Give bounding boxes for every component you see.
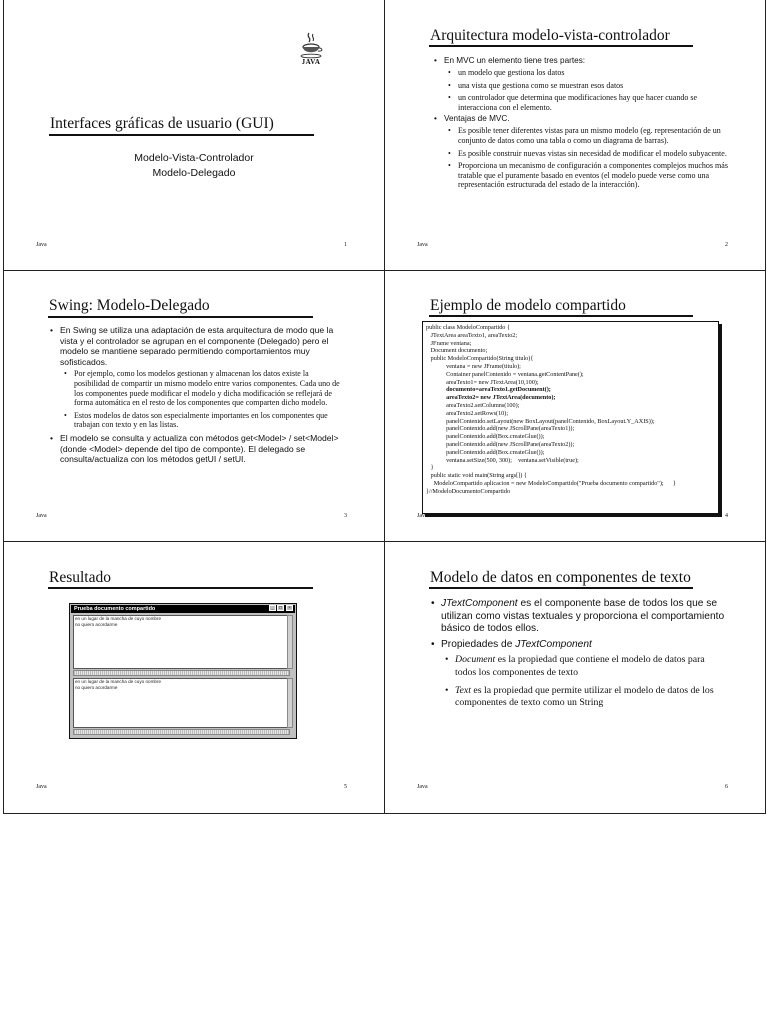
- emphasis: JTextComponent: [441, 598, 518, 609]
- text-line: no quiero acordarme: [75, 622, 118, 627]
- sub-bullet-item: [455, 685, 727, 710]
- bullet-text: En MVC un elemento tiene tres partes:: [444, 56, 586, 65]
- horizontal-scrollbar: [73, 670, 290, 676]
- code-line: ventana.setSize(500, 300); ventana.setVisible(true);: [426, 456, 579, 464]
- code-listing: [422, 321, 719, 514]
- code-line: public static void main(String args[]) {: [426, 472, 527, 480]
- slide-title: Arquitectura modelo-vista-controlador: [430, 27, 670, 44]
- slide-title: Modelo de datos en componentes de texto: [430, 569, 691, 586]
- code-line: areaTexto1= new JTextArea(10,100);: [426, 378, 539, 386]
- slide-title: Resultado: [49, 569, 111, 586]
- code-line: public ModeloCompartido(String titulo){: [426, 355, 534, 363]
- sub-bullet-text: es la propiedad que permite utilizar el modelo de datos de los componentes de texto como un String: [455, 684, 714, 709]
- code-line: panelContenido.add(new JScrollPane(areaTexto1));: [426, 425, 575, 433]
- sub-bullet-item: • Por ejemplo, como los modelos gestionan y almacenan los datos existe la posibilidad de compartir un mismo modelo entre varios componentes. Cada uno de los componentes puede modificar el modelo y dicha modificación se reflejará de forma automática en el resto de los componentes que comparten dicho modelo.: [74, 369, 346, 407]
- sub-bullet-item: • Es posible construir nuevas vistas sin necesidad de modificar el modelo subyacente.: [458, 149, 730, 159]
- app-window-screenshot: [69, 603, 297, 739]
- title-rule: [48, 587, 313, 589]
- slide-subtitle-2: Modelo-Delegado: [152, 167, 236, 179]
- code-line-highlighted: documento=areaTexto1.getDocument();: [426, 386, 551, 394]
- sub-bullet-item: • Es posible tener diferentes vistas para un mismo modelo (eg. representación de un conjunto de datos como una tabla o como un diagrama de barras).: [458, 126, 730, 145]
- bullet-item: [444, 56, 730, 112]
- bullet-item: • El modelo se consulta y actualiza con métodos get<Model> / set<Model> (donde <Model> depende del tipo de componte). El delegado se consulta/actualiza con los métodos getUI / setUI.: [60, 433, 346, 465]
- slide-title: Interfaces gráficas de usuario (GUI): [50, 115, 274, 132]
- code-line: public class ModeloCompartido {: [426, 324, 510, 331]
- slide-2: [385, 0, 765, 270]
- text-line: en un lugar de la mancha de cuyo nombre: [75, 616, 162, 621]
- code-line: panelContenido.add(new JScrollPane(areaTexto2));: [426, 440, 575, 448]
- text-line: en un lugar de la mancha de cuyo nombre: [75, 679, 162, 684]
- bullet-text: En Swing se utiliza una adaptación de esta arquitectura de modo que la vista y el controlador se agrupan en el componente (Delegado) pero el modelo se mantiene separado permitiendo comportamientos muy sofisticados.: [60, 325, 334, 367]
- footer-label: Java: [36, 784, 47, 790]
- page-number: 5: [344, 784, 347, 790]
- page-number: 6: [725, 784, 728, 790]
- bullet-item: [60, 325, 346, 430]
- slide-title: Swing: Modelo-Delegado: [49, 297, 210, 314]
- slide-subtitle-1: Modelo-Vista-Controlador: [134, 152, 254, 164]
- java-logo-text: JAVA: [301, 58, 321, 66]
- vertical-scrollbar: [287, 678, 293, 728]
- window-title: Prueba documento compartido: [71, 605, 295, 613]
- page-number: 2: [725, 242, 728, 248]
- footer-label: Java: [36, 513, 47, 519]
- code-line: JFrame ventana;: [426, 339, 472, 347]
- java-logo-icon: [296, 30, 326, 70]
- sub-bullet-item: • un modelo que gestiona los datos: [458, 68, 730, 78]
- sub-bullet-item: • Proporciona un mecanismo de configuración a componentes complejos muchos más tratable que el puramente basado en eventos (el modelo puede verse como una representación estructurada del estado de la interacción).: [458, 161, 730, 190]
- text-area-1: [73, 615, 290, 669]
- footer-label: Java: [36, 242, 47, 248]
- bullet-item: [441, 639, 727, 710]
- bullet-text: Ventajas de MVC.: [444, 114, 510, 124]
- sub-bullet-text: es la propiedad que contiene el modelo de datos para todos los componentes de texto: [455, 654, 705, 678]
- title-rule: [48, 316, 313, 318]
- horizontal-scrollbar: [73, 729, 290, 735]
- code-line: Container panelContenido = ventana.getContentPane();: [426, 370, 584, 378]
- slide-1: [4, 0, 384, 270]
- code-line: panelContenido.add(Box.createGlue());: [426, 433, 545, 441]
- slide-3: [4, 271, 384, 541]
- close-icon: ×: [286, 605, 293, 611]
- sub-bullet-item: • un controlador que determina que modificaciones hay que hacer cuando se interacciona con el elemento.: [458, 93, 730, 112]
- sub-bullet-item: • Estos modelos de datos son especialmente importantes en los componentes que trabajan con texto y en las listas.: [74, 411, 346, 430]
- minimize-icon: _: [269, 605, 276, 611]
- code-line: ModeloCompartido aplicacion = new ModeloCompartido("Prueba documento compartido"); }: [426, 479, 676, 487]
- footer-label: Java: [417, 513, 428, 519]
- code-line: areaTexto2.setColumns(100);: [426, 401, 520, 409]
- emphasis: Text: [455, 684, 471, 696]
- code-line-highlighted: areaTexto2= new JTextArea(documento);: [426, 394, 556, 402]
- bullet-list: [46, 325, 346, 465]
- bullet-text: Propiedades de: [441, 638, 516, 650]
- emphasis: Document: [455, 654, 496, 666]
- title-rule: [429, 45, 693, 47]
- slide-5: [4, 542, 384, 812]
- bullet-list: [430, 56, 730, 190]
- code-line: }//ModeloDocumentoCompartido: [426, 487, 511, 495]
- bullet-text: es el componente base de todos los que se utilizan como vistas textuales y proporciona el comportamiento básico de todos ellos.: [441, 598, 725, 635]
- bullet-item: [441, 598, 727, 636]
- page-number: 1: [344, 242, 347, 248]
- bullet-list: [427, 598, 727, 710]
- slide-title: Ejemplo de modelo compartido: [430, 297, 626, 314]
- maximize-icon: □: [278, 606, 283, 611]
- bullet-item: [444, 114, 730, 190]
- code-line: }: [426, 464, 434, 472]
- emphasis: JTextComponent: [515, 638, 592, 650]
- code-line: panelContenido.add(Box.createGlue());: [426, 448, 545, 456]
- code-line: panelContenido.setLayout(new BoxLayout(panelContenido, BoxLayout.Y_AXIS));: [426, 417, 655, 425]
- title-rule: [429, 587, 693, 589]
- text-area-2: [73, 678, 290, 728]
- page-number: 3: [344, 513, 347, 519]
- code-line: areaTexto2.setRows(10);: [426, 409, 509, 417]
- page-number: 4: [725, 513, 728, 519]
- footer-label: Java: [417, 242, 428, 248]
- slide-6: [385, 542, 765, 812]
- title-rule: [429, 315, 693, 317]
- code-line: ventana = new JFrame(titulo);: [426, 362, 521, 370]
- code-line: JTextArea areaTexto1, areaTexto2;: [426, 331, 518, 339]
- title-rule: [49, 134, 314, 136]
- footer-label: Java: [417, 784, 428, 790]
- text-line: no quiero acordarme: [75, 685, 118, 690]
- vertical-scrollbar: [287, 615, 293, 669]
- sub-bullet-item: [455, 654, 727, 679]
- slide-4: [385, 271, 765, 541]
- sub-bullet-item: • una vista que gestiona como se muestran esos datos: [458, 81, 730, 91]
- code-line: Document documento;: [426, 347, 488, 355]
